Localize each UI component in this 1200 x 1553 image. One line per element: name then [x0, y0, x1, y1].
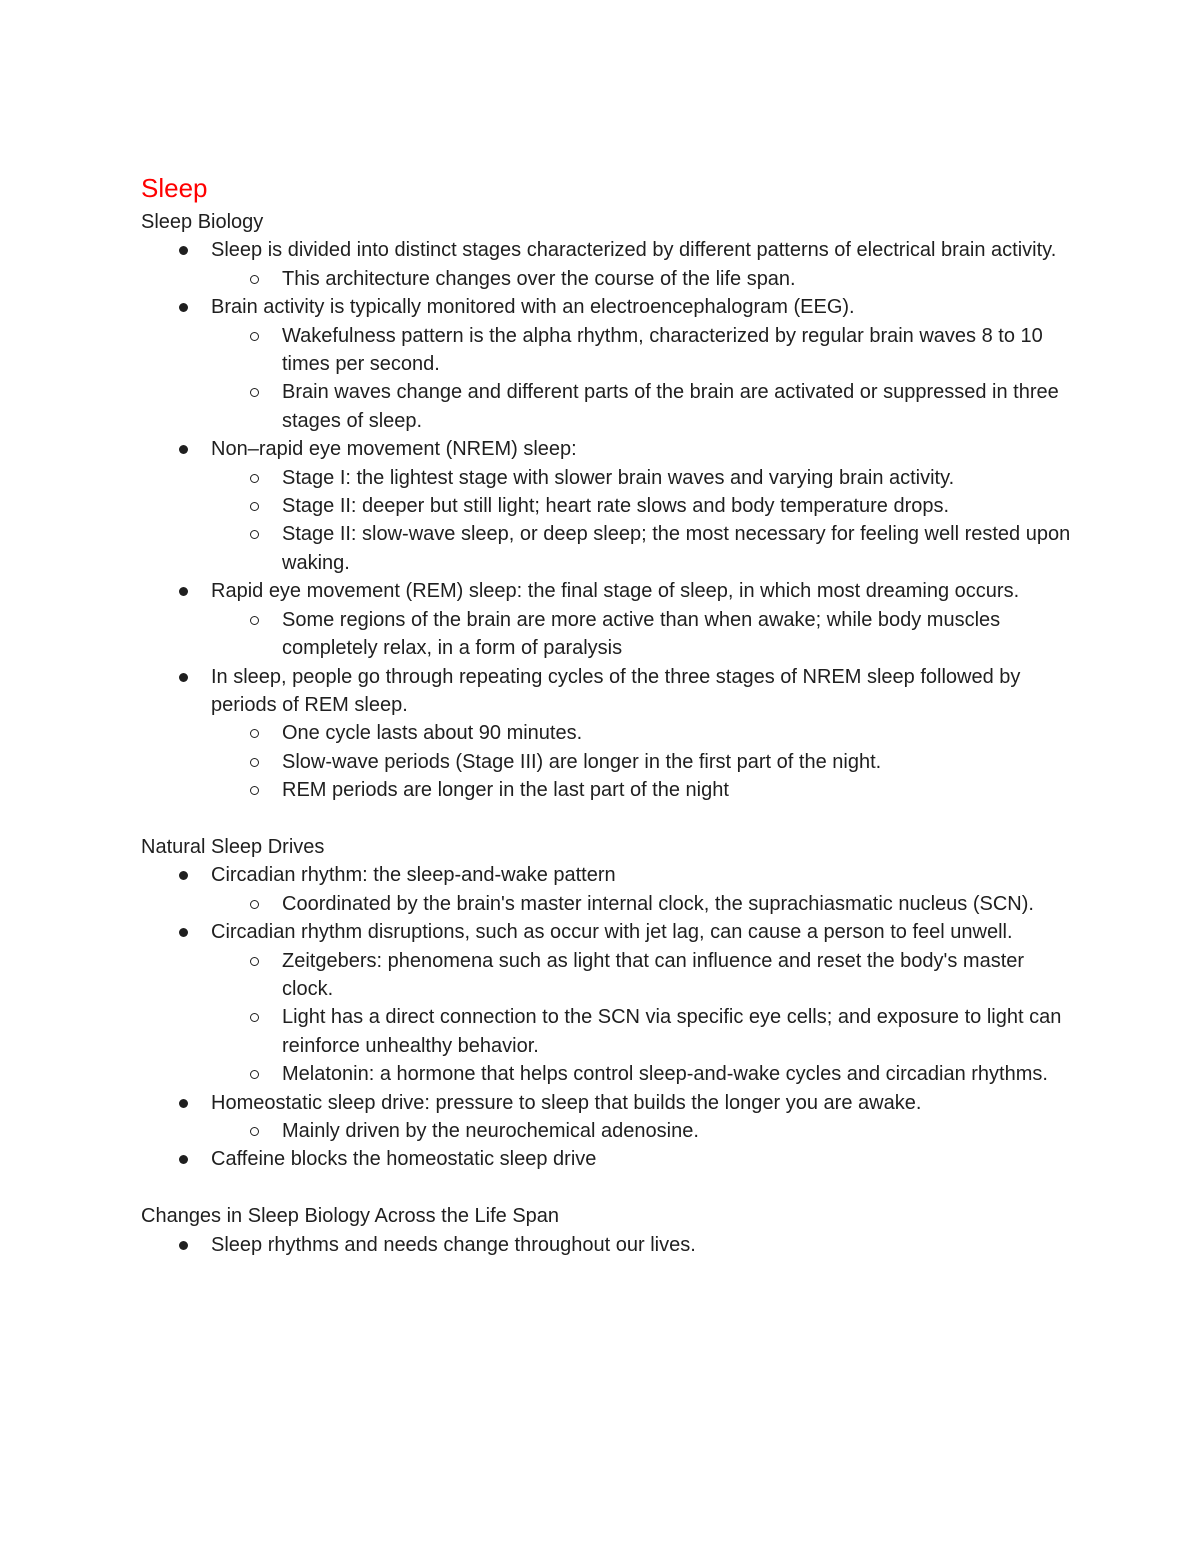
list-item-text: Wakefulness pattern is the alpha rhythm, characterized by regular brain waves 8 to 10 times per second.: [282, 324, 1043, 376]
sub-list-item: [141, 492, 1071, 520]
list-item: [141, 1231, 1071, 1259]
sub-list-item: [141, 776, 1071, 804]
sub-list-item: [141, 520, 1071, 577]
bullet-circle-icon: [250, 1127, 259, 1136]
section-spacer: [141, 1174, 1071, 1202]
list-item-text: Circadian rhythm: the sleep-and-wake pattern: [211, 864, 616, 887]
bullet-circle-icon: [250, 388, 259, 397]
list-item-text: Stage I: the lightest stage with slower brain waves and varying brain activity.: [282, 466, 955, 489]
bullet-dot-icon: [179, 673, 188, 682]
section-spacer: [141, 805, 1071, 833]
bullet-circle-icon: [250, 729, 259, 738]
sub-list-item: [141, 606, 1071, 663]
sub-list-item: [141, 890, 1071, 918]
list-item-text: Non–rapid eye movement (NREM) sleep:: [211, 438, 577, 461]
list-item-text: Brain activity is typically monitored with an electroencephalogram (EEG).: [211, 296, 855, 319]
list-item: [141, 293, 1071, 321]
list-item-text: Stage II: slow-wave sleep, or deep sleep; the most necessary for feeling well rested upon waking.: [282, 523, 1071, 574]
sub-list-item: [141, 322, 1071, 379]
bullet-dot-icon: [179, 871, 188, 880]
bullet-circle-icon: [250, 530, 259, 539]
section-heading: Changes in Sleep Biology Across the Life Span: [141, 1205, 560, 1228]
bullet-dot-icon: [179, 303, 188, 312]
list-item-text: Rapid eye movement (REM) sleep: the final stage of sleep, in which most dreaming occurs.: [211, 580, 1020, 603]
sub-list-item: [141, 719, 1071, 747]
list-item-text: Some regions of the brain are more active than when awake; while body muscles completely relax, in a form of paralysis: [282, 608, 1001, 660]
list-item-text: Circadian rhythm disruptions, such as occur with jet lag, can cause a person to feel unwell.: [211, 921, 1013, 944]
bullet-circle-icon: [250, 957, 259, 966]
bullet-circle-icon: [250, 332, 259, 341]
bullet-circle-icon: [250, 1013, 259, 1022]
list-item-text: Homeostatic sleep drive: pressure to sleep that builds the longer you are awake.: [211, 1091, 922, 1114]
list-item-text: Melatonin: a hormone that helps control sleep-and-wake cycles and circadian rhythms.: [282, 1063, 1048, 1086]
list-item-text: Zeitgebers: phenomena such as light that can influence and reset the body's master clock.: [282, 949, 1025, 1000]
sub-list-item: [141, 748, 1071, 776]
list-item-text: Stage II: deeper but still light; heart rate slows and body temperature drops.: [282, 495, 950, 518]
list-item: [141, 236, 1071, 264]
bullet-circle-icon: [250, 616, 259, 625]
sub-list-item: [141, 947, 1071, 1004]
list-item: [141, 663, 1071, 720]
list-item: [141, 861, 1071, 889]
list-item: [141, 1145, 1071, 1173]
bullet-circle-icon: [250, 1070, 259, 1079]
bullet-circle-icon: [250, 474, 259, 483]
bullet-circle-icon: [250, 900, 259, 909]
bullet-list: [141, 861, 1071, 1173]
sub-list-item: [141, 1060, 1071, 1088]
bullet-dot-icon: [179, 1099, 188, 1108]
list-item-text: Caffeine blocks the homeostatic sleep drive: [211, 1148, 597, 1171]
section-heading: Sleep Biology: [141, 211, 264, 233]
bullet-dot-icon: [179, 1241, 188, 1250]
bullet-dot-icon: [179, 928, 188, 937]
bullet-dot-icon: [179, 246, 188, 255]
list-item: [141, 577, 1071, 605]
list-item: [141, 435, 1071, 463]
list-item-text: Light has a direct connection to the SCN via specific eye cells; and exposure to light can reinforce unhealthy behavior.: [282, 1006, 1062, 1057]
list-item-text: Mainly driven by the neurochemical adenosine.: [282, 1119, 699, 1142]
bullet-circle-icon: [250, 786, 259, 795]
list-item-text: REM periods are longer in the last part of the night: [282, 779, 729, 802]
document-body: [141, 208, 1071, 1259]
bullet-dot-icon: [179, 1155, 188, 1164]
document-page: [141, 170, 1071, 1259]
sub-list-item: [141, 464, 1071, 492]
bullet-circle-icon: [250, 502, 259, 511]
bullet-circle-icon: [250, 758, 259, 767]
document-title: Sleep: [141, 173, 208, 203]
list-item: [141, 1089, 1071, 1117]
list-item-text: Coordinated by the brain's master internal clock, the suprachiasmatic nucleus (SCN).: [282, 892, 1034, 915]
sub-list-item: [141, 1117, 1071, 1145]
list-item-text: Sleep is divided into distinct stages characterized by different patterns of electrical brain activity.: [211, 239, 1057, 262]
list-item: [141, 918, 1071, 946]
list-item-text: In sleep, people go through repeating cycles of the three stages of NREM sleep followed by periods of REM sleep.: [211, 665, 1021, 716]
bullet-circle-icon: [250, 275, 259, 284]
list-item-text: Brain waves change and different parts of the brain are activated or suppressed in three stages of sleep.: [282, 381, 1059, 432]
bullet-list: [141, 236, 1071, 804]
list-item-text: This architecture changes over the course of the life span.: [282, 267, 796, 290]
bullet-list: [141, 1231, 1071, 1259]
bullet-dot-icon: [179, 587, 188, 596]
sub-list-item: [141, 265, 1071, 293]
list-item-text: Slow-wave periods (Stage III) are longer in the first part of the night.: [282, 750, 882, 773]
list-item-text: Sleep rhythms and needs change throughout our lives.: [211, 1233, 696, 1256]
section-heading: Natural Sleep Drives: [141, 835, 325, 858]
sub-list-item: [141, 1003, 1071, 1060]
sub-list-item: [141, 378, 1071, 435]
list-item-text: One cycle lasts about 90 minutes.: [282, 722, 583, 745]
bullet-dot-icon: [179, 445, 188, 454]
